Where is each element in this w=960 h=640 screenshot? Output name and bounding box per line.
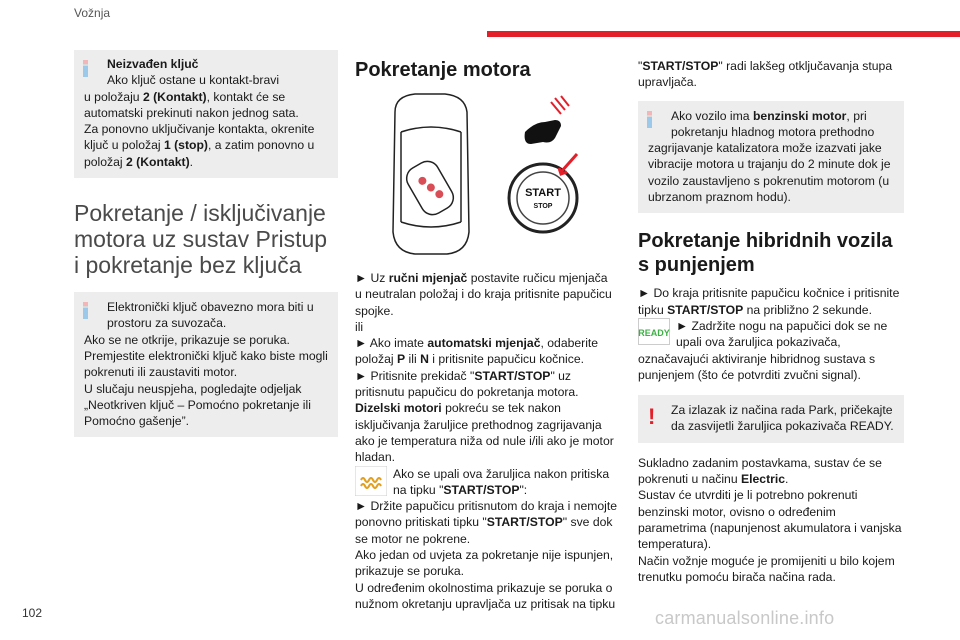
section-heading-hybrid: Pokretanje hibridnih vozila s punjenjem	[638, 230, 893, 277]
text-line: parametrima (napunjenost akumulatora i vanjska	[638, 520, 902, 535]
text-line: nužnom okretanju upravljača uz pritisak na tipku	[355, 596, 616, 611]
note-text: položaj	[84, 154, 127, 169]
text: pokreću se tek nakon	[441, 401, 561, 416]
note-bold: 1 (stop)	[163, 138, 208, 153]
text-line: ili	[355, 319, 364, 334]
text: .	[785, 472, 789, 487]
info-note-key	[74, 50, 338, 178]
text-line: upali ova žaruljica pokazivača,	[676, 335, 841, 350]
note-line: „Neotkriven ključ – Pomoćno pokretanje ili	[84, 397, 311, 412]
text-bold: START/STOP	[667, 302, 744, 317]
note-line: U slučaju neuspjeha, pogledajte odjeljak	[84, 381, 302, 396]
note-text: Ako vozilo ima	[671, 108, 753, 123]
page-number: 102	[22, 606, 43, 620]
note-line: automatski prekinuti nakon jednog sata.	[84, 105, 299, 120]
text-bold: Electric	[741, 472, 786, 487]
text-line: Način vožnje moguće je promijeniti u bilo kojem	[638, 553, 895, 568]
text: i pritisnite papučicu kočnice.	[428, 352, 585, 367]
text: " sve dok	[562, 515, 613, 530]
text-line: prikazuje se poruka.	[355, 564, 465, 579]
note-line: Za izlazak iz načina rada Park, pričekajte	[671, 403, 893, 418]
text-line: benzinski motor, ovisno o određenim	[638, 504, 836, 519]
text: ponovno pritiskati tipku "	[355, 515, 487, 530]
section-heading-start-engine: Pokretanje motora	[355, 59, 531, 81]
note-line: Elektronički ključ obavezno mora biti u	[107, 300, 314, 315]
text-line: trenutku pomoću birača načina rada.	[638, 569, 836, 584]
text: ":	[519, 482, 528, 497]
text: tipku	[638, 302, 668, 317]
text-bold: START/STOP	[486, 515, 563, 530]
text-line: u neutralan položaj i do kraja pritisnite papučicu	[355, 287, 612, 302]
text-line: ► Do kraja pritisnite papučicu kočnice i pritisnite	[638, 286, 900, 301]
text-line: temperatura).	[638, 537, 712, 552]
button-stop-label: STOP	[533, 203, 553, 210]
text-bold: Dizelski motori	[355, 401, 442, 416]
text: na tipku "	[393, 482, 444, 497]
note-text: , kontakt će se	[206, 89, 286, 104]
warning-icon: !	[648, 404, 656, 430]
note-line: zagrijavanje katalizatora može izazvati jake	[648, 141, 882, 156]
preheating-lamp-icon	[355, 466, 387, 496]
note-line: vibracije motora u trajanju do 2 minute dok je	[648, 157, 891, 172]
text-bold: automatski mjenjač	[427, 336, 541, 351]
note-text: .	[189, 154, 194, 169]
note-line: pokrenuti ili zaustaviti motor.	[84, 365, 238, 380]
note-text: ključ u položaj	[84, 138, 164, 153]
info-icon	[83, 60, 88, 77]
note-line: Za ponovno uključivanje kontakta, okrenite	[84, 122, 315, 137]
text: " radi lakšeg otključavanja stupa	[718, 59, 893, 73]
car-key-diagram	[355, 92, 621, 258]
text: ► Pritisnite prekidač "	[355, 368, 475, 383]
info-icon	[83, 302, 88, 319]
text-line: spojke.	[355, 303, 394, 318]
text: , odaberite	[540, 336, 599, 351]
text-line: upravljača.	[638, 75, 697, 90]
text-line: Ako se upali ova žaruljica nakon pritiska	[393, 466, 610, 481]
ready-indicator-icon	[638, 318, 670, 345]
info-icon	[647, 111, 652, 128]
note-bold: benzinski motor	[752, 108, 847, 123]
column-3	[638, 50, 904, 585]
text: "	[638, 59, 643, 73]
note-line: vozilo zaustavljeno s pokrenutim motorom (u	[648, 173, 890, 188]
note-line: Ako ključ ostane u kontakt-bravi	[107, 73, 280, 88]
text: postavite ručicu mjenjača	[467, 271, 608, 285]
text: položaj	[355, 352, 398, 367]
text-bold: START/STOP	[443, 482, 520, 497]
header-accent-bar	[487, 31, 960, 37]
warning-note-park	[638, 395, 904, 443]
text: ► Uz	[355, 271, 389, 285]
info-note-petrol	[638, 101, 904, 214]
note-line: prostoru za suvozača.	[107, 316, 227, 331]
text: na približno 2 sekunde.	[743, 302, 872, 317]
note-text: , a zatim ponovno u	[207, 138, 315, 153]
note-bold: 2 (Kontakt)	[142, 89, 207, 104]
note-bold: 2 (Kontakt)	[126, 154, 190, 169]
column-1	[74, 50, 338, 437]
text-line: Ako jedan od uvjeta za pokretanje nije ispunjen,	[355, 548, 614, 563]
note-text: , pri	[846, 108, 867, 123]
note-line: pokretanju hladnog motora prethodno	[671, 124, 875, 139]
text: pokrenuti u načinu	[638, 472, 741, 487]
note-line: Pomoćno gašenje”.	[84, 414, 190, 429]
column-2	[355, 50, 621, 612]
text: " uz	[550, 368, 572, 383]
text-line: Sukladno zadanim postavkama, sustav će se	[638, 455, 882, 470]
button-start-label: START	[525, 187, 561, 199]
text-line: hladan.	[355, 450, 395, 465]
note-line: Premjestite elektronički ključ kako biste mogli	[84, 348, 328, 363]
note-line: da zasvijetli žaruljica pokazivača READY.	[671, 419, 894, 434]
text-line: pritisnutu papučicu do pokretanja motora.	[355, 385, 579, 400]
text: ► Ako imate	[355, 336, 428, 351]
text-line: punjenjem (što će potvrditi zvučni signal).	[638, 367, 861, 382]
text-bold: P	[397, 352, 406, 367]
note-line: Ako se ne otkrije, prikazuje se poruka.	[84, 332, 290, 347]
header-section-title: Vožnja	[74, 6, 111, 20]
text-line: isključivanja žaruljice prethodnog zagrijavanja	[355, 417, 602, 432]
text-line: ► Držite papučicu pritisnutom do kraja i nemojte	[355, 499, 618, 514]
text: ili	[405, 352, 421, 367]
note-text: u položaju	[84, 89, 143, 104]
text-bold: N	[420, 352, 429, 367]
text-line: ► Zadržite nogu na papučici dok se ne	[676, 318, 888, 333]
text-line: U određenim okolnostima prikazuje se poruka o	[355, 580, 613, 595]
hand-press-icon	[525, 96, 569, 144]
note-line: ubrzanom praznom hodu).	[648, 190, 791, 205]
ready-icon-label: READY	[638, 327, 670, 338]
info-note-electronic-key	[74, 292, 338, 437]
text-bold: ručni mjenjač	[388, 271, 468, 285]
note-title: Neizvađen ključ	[107, 57, 199, 71]
text-line: Sustav će utvrditi je li potrebno pokrenuti	[638, 488, 858, 503]
start-stop-button-icon	[509, 154, 577, 232]
text-bold: START/STOP	[642, 59, 719, 73]
text-line: se motor ne pokrene.	[355, 531, 471, 546]
text-line: označavajući aktiviranje hibridnog sustava s	[638, 351, 876, 366]
electronic-key-icon	[402, 157, 457, 219]
section-heading-keyless: Pokretanje / isključivanje motora uz sustav Pristup i pokretanje bez ključa	[74, 200, 328, 279]
text-line: ako je temperatura niža od nule i/ili ako je motor	[355, 433, 614, 448]
watermark: carmanualsonline.info	[655, 608, 835, 628]
text-bold: START/STOP	[474, 368, 551, 383]
start-stop-illustration	[355, 92, 621, 258]
